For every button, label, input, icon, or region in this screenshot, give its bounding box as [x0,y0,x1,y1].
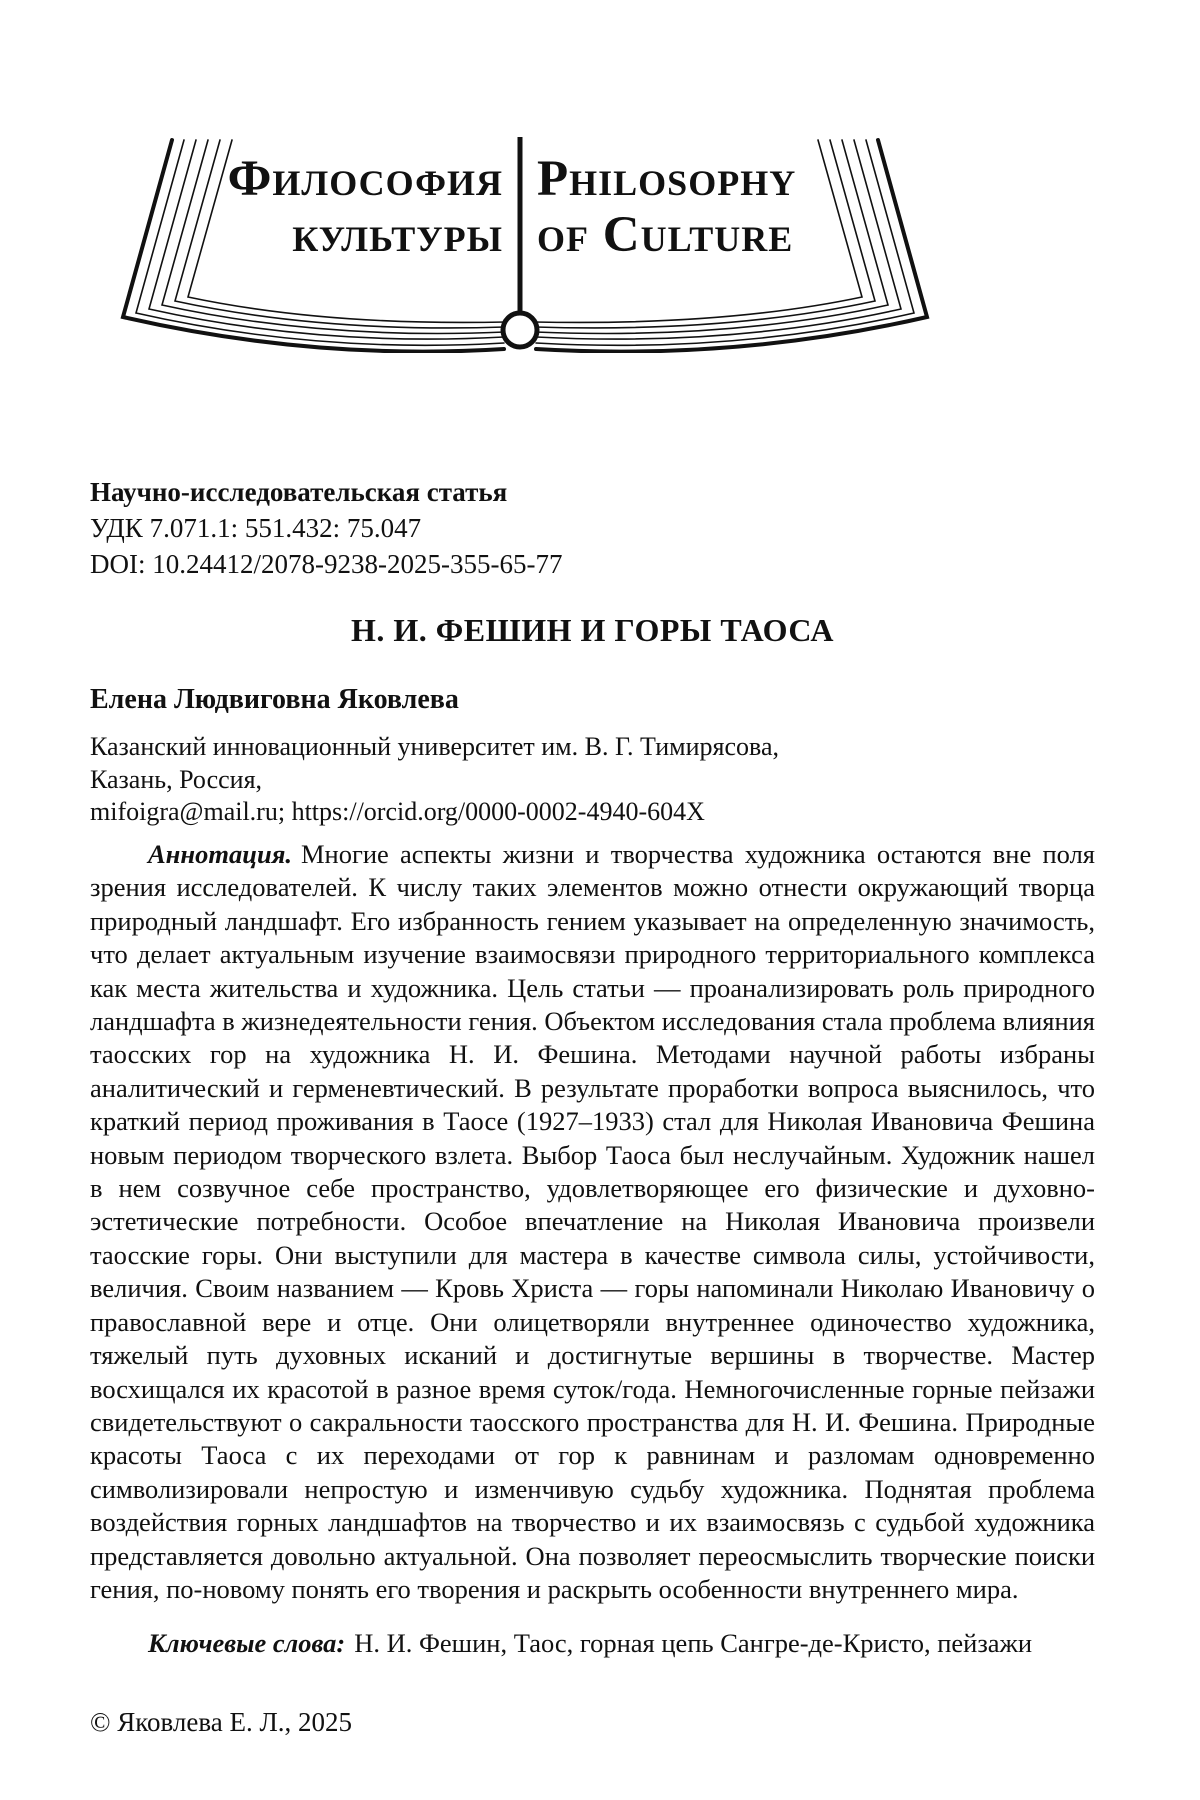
author-contact-line: mifoigra@mail.ru; https://orcid.org/0000-0002-4940-604X [90,797,705,826]
abstract-text: Многие аспекты жизни и творчества художника остаются вне поля зрения исследователей. К числу таких элементов можно отнести окружающий творца природный ландшафт. Его избранность гением указывает на определенную значимость, что делает актуальным изучение взаимосвязи природного территориального комплекса как места жительства и художника. Цель статьи — проанализировать роль природного ландшафта в жизнедеятельности гения. Объектом исследования стала проблема влияния таосских гор на художника Н. И. Фешина. Методами научной работы избраны аналитический и герменевтический. В результате проработки вопроса выяснилось, что краткий период проживания в Таосе (1927–1933) стал для Николая Ивановича Фешина новым периодом творческого взлета. Выбор Таоса был неслучайным. Художник нашел в нем созвучное себе пространство, удовлетворяющее его физические и духовно-эстетические потребности. Особое впечатление на Николая Ивановича произвели таосские горы. Они выступили для мастера в качестве символа силы, устойчивости, величия. Своим названием — Кровь Христа — горы напоминали Николаю Ивановичу о православной вере и отце. Они олицетворяли внутреннее одиночество художника, тяжелый путь духовных исканий и достигнутые вершины в творчестве. Мастер восхищался их красотой в разное время суток/года. Немногочисленные горные пейзажи свидетельствуют о сакральности таосского пространства для Н. И. Фешина. Природные красоты Таоса с их переходами от гор к равнинам и разломам одновременно символизировали непростую и изменчивую судьбу художника. Поднятая проблема воздействия горных ландшафтов на творчество и их взаимосвязь с судьбой художника представляется довольно актуальной. Она позволяет переосмыслить творческие поиски гения, по-новому понять его творения и раскрыть особенности внутреннего мира. [90,839,1095,1604]
udc-line: УДК 7.071.1: 551.432: 75.047 [90,513,422,543]
journal-title-en-line1: Philosophy [537,151,797,207]
keywords-paragraph [90,1627,1095,1660]
copyright-line: © Яковлева Е. Л., 2025 [90,1707,353,1737]
article-meta [90,474,1095,582]
article-type-label: Научно-исследовательская статья [90,477,508,507]
abstract-label: Аннотация. [148,839,292,869]
affiliation-line-1: Казанский инновационный университет им. В. Г. Тимирясова, [90,732,780,761]
article-title: Н. И. ФЕШИН И ГОРЫ ТАОСА [350,612,834,648]
journal-title-ru-line1: Философия [227,151,503,207]
keywords-label: Ключевые слова: [148,1628,346,1658]
journal-title-english [537,151,935,263]
author-affiliation [90,731,1095,829]
journal-title-en-line2: of Culture [537,207,794,263]
author-name: Елена Людвиговна Яковлева [90,684,459,715]
doi-line: DOI: 10.24412/2078-9238-2025-355-65-77 [90,549,563,579]
open-book-logo [115,137,935,353]
abstract-paragraph [90,838,1095,1606]
affiliation-line-2: Казань, Россия, [90,764,263,794]
keywords-text: Н. И. Фешин, Таос, горная цепь Сангре-де-Кристо, пейзажи [354,1628,1033,1658]
journal-title-russian [115,151,503,263]
journal-title-ru-line2: культуры [292,207,503,263]
